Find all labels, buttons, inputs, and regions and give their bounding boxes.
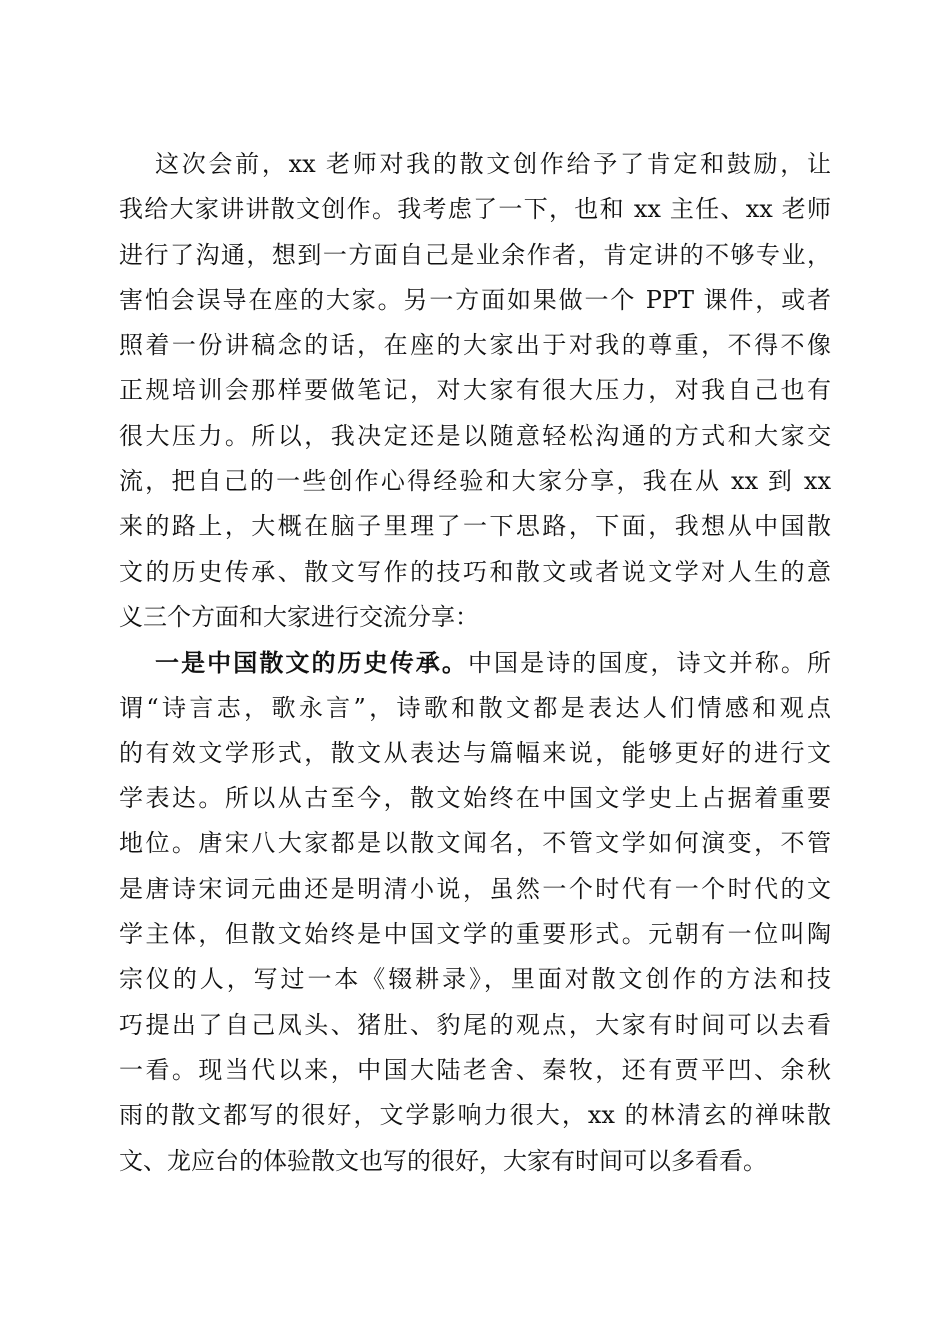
paragraph-line: 来的路上，大概在脑子里理了一下思路，下面，我想从中国散 — [119, 512, 831, 541]
paragraph-line: 一看。现当代以来，中国大陆老舍、秦牧，还有贾平凹、余秋 — [119, 1055, 831, 1084]
paragraph-line: 正规培训会那样要做笔记，对大家有很大压力，对我自己也有 — [119, 376, 831, 405]
paragraph-line: 是唐诗宋词元曲还是明清小说，虽然一个时代有一个时代的文 — [119, 874, 831, 903]
paragraph-line: 地位。唐宋八大家都是以散文闻名，不管文学如何演变，不管 — [119, 829, 831, 858]
section-heading: 一是中国散文的历史传承。 — [155, 648, 468, 678]
paragraph-line: 谓“诗言志，歌永言”，诗歌和散文都是表达人们情感和观点 — [119, 693, 831, 722]
paragraph-line: 文、龙应台的体验散文也写的很好，大家有时间可以多看看。 — [119, 1146, 767, 1175]
paragraph-line: 照着一份讲稿念的话，在座的大家出于对我的尊重，不得不像 — [119, 331, 831, 360]
paragraph-line: 巧提出了自己凤头、猪肚、豹尾的观点，大家有时间可以去看 — [119, 1010, 831, 1039]
paragraph-line: 的有效文学形式，散文从表达与篇幅来说，能够更好的进行文 — [119, 738, 831, 767]
paragraph-line: 害怕会误导在座的大家。另一方面如果做一个 PPT 课件，或者 — [119, 285, 831, 314]
paragraph-line: 进行了沟通，想到一方面自己是业余作者，肯定讲的不够专业， — [119, 240, 831, 269]
paragraph-line: 宗仪的人，写过一本《辍耕录》，里面对散文创作的方法和技 — [119, 965, 831, 994]
document-body — [119, 142, 831, 1184]
paragraph-line: 学表达。所以从古至今，散文始终在中国文学史上占据着重要 — [119, 784, 831, 813]
paragraph-history-heritage — [119, 640, 831, 1184]
paragraph-line: 很大压力。所以，我决定还是以随意轻松沟通的方式和大家交 — [119, 421, 831, 450]
paragraph-first-line — [119, 640, 831, 685]
paragraph-line: 义三个方面和大家进行交流分享： — [119, 602, 479, 631]
paragraph-line: 文的历史传承、散文写作的技巧和散文或者说文学对人生的意 — [119, 557, 831, 586]
paragraph-line: 学主体，但散文始终是中国文学的重要形式。元朝有一位叫陶 — [119, 920, 831, 949]
paragraph-introduction — [119, 142, 831, 640]
paragraph-line-rest: 中国是诗的国度，诗文并称。所 — [467, 649, 831, 678]
paragraph-line: 这次会前，xx 老师对我的散文创作给予了肯定和鼓励，让 — [155, 150, 831, 178]
paragraph-line: 雨的散文都写的很好，文学影响力很大，xx 的林清玄的禅味散 — [119, 1101, 831, 1130]
paragraph-line: 我给大家讲讲散文创作。我考虑了一下，也和 xx 主任、xx 老师 — [119, 195, 831, 224]
paragraph-line: 流，把自己的一些创作心得经验和大家分享，我在从 xx 到 xx — [119, 467, 831, 496]
